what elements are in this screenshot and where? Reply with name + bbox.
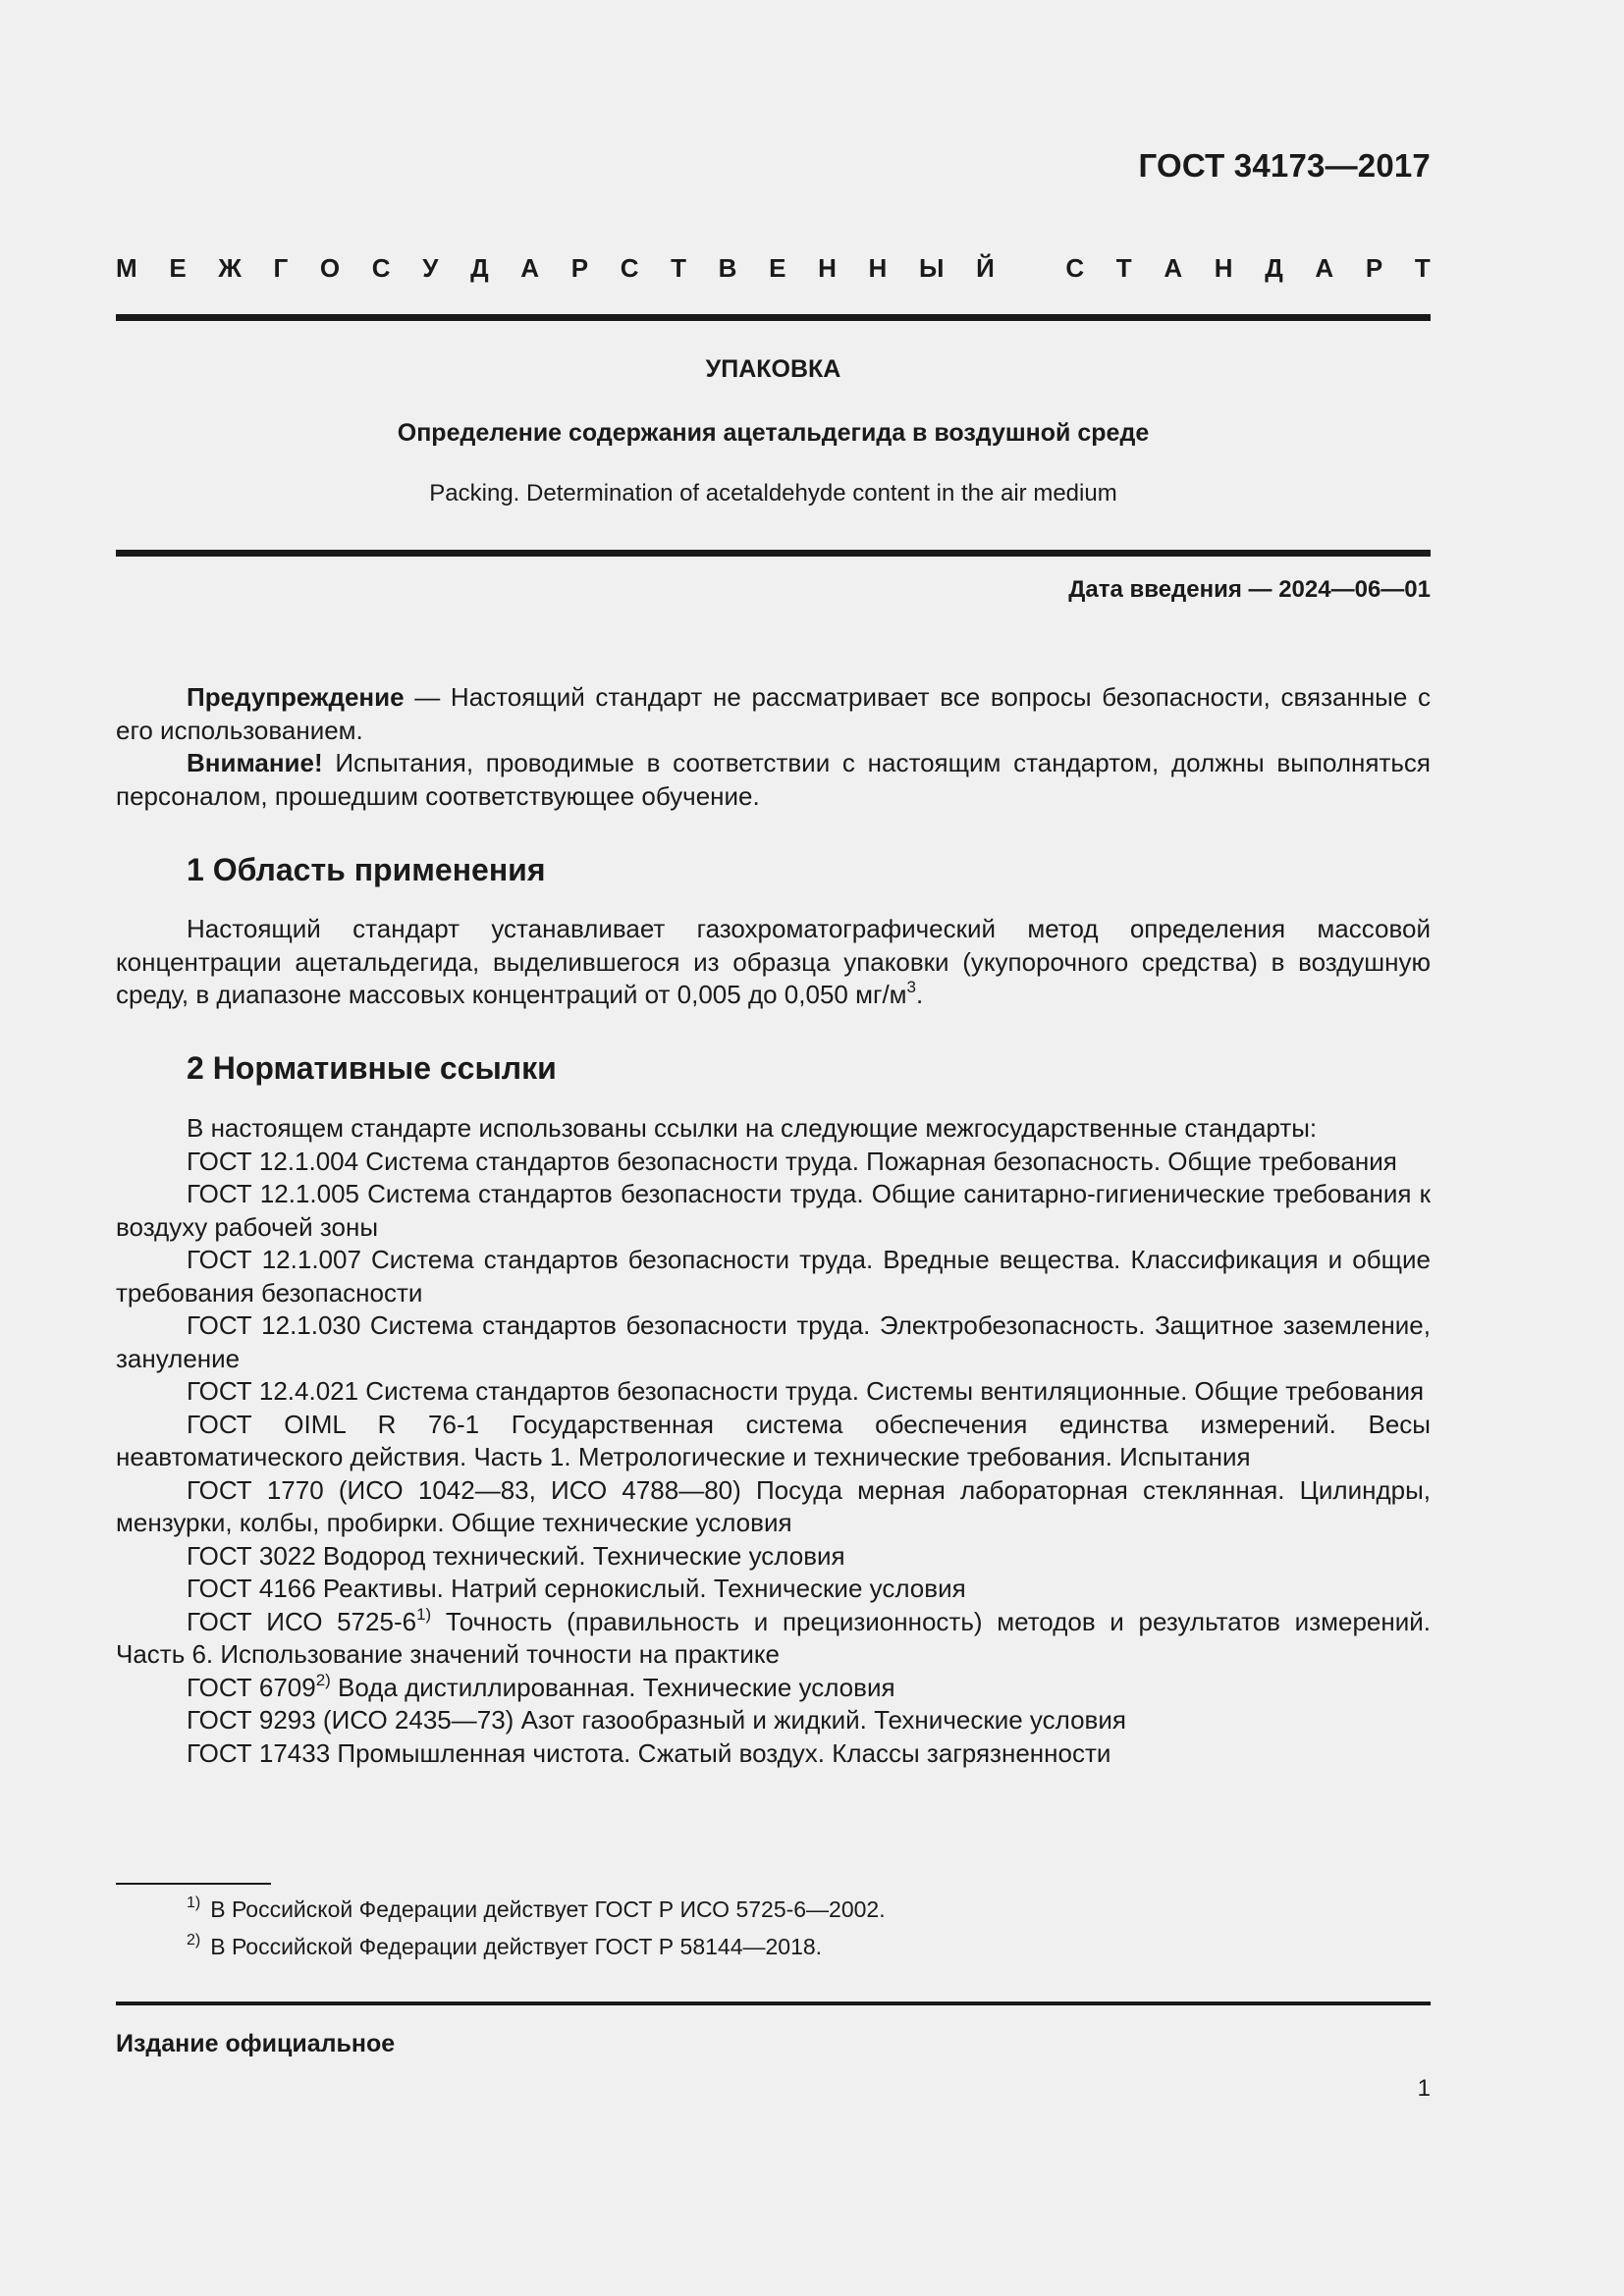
standard-type-letter: С: [371, 253, 391, 283]
attention-label: Внимание!: [187, 748, 323, 777]
title-main: УПАКОВКА: [705, 355, 841, 383]
reference-item: ГОСТ 3022 Водород технический. Технические условия: [187, 1540, 845, 1571]
section1-text-end: .: [916, 980, 924, 1009]
standard-type-letter: С: [620, 253, 639, 283]
standard-type-heading: [116, 253, 1431, 284]
warning-block: [116, 681, 1431, 813]
section2-intro: В настоящем стандарте использованы ссылки на следующие межгосударственные стандарты:: [187, 1113, 1318, 1143]
section1-paragraph: [116, 913, 1431, 1012]
attention-paragraph: [116, 747, 1431, 813]
reference-item: ГОСТ 12.1.007 Система стандартов безопасности труда. Вредные вещества. Классификация и общие требования безопасности: [116, 1245, 1431, 1308]
section1-text: Настоящий стандарт устанавливает газохроматографический метод определения массовой концентрации ацетальдегида, выделившегося из образца упаковки (укупорочного средства) в воздушную среду, в диапазоне массовых концентраций от 0,005 до 0,050 мг/м: [116, 914, 1431, 1009]
standard-type-letter: М: [116, 253, 137, 283]
footnotes: [187, 1891, 886, 1965]
section1-body: [116, 913, 1431, 1012]
page-number: 1: [1417, 2075, 1431, 2102]
reference-item: ГОСТ 12.4.021 Система стандартов безопасности труда. Системы вентиляционные. Общие требования: [187, 1376, 1425, 1406]
standard-type-letter: Т: [671, 253, 687, 283]
reference-item: [116, 1672, 1431, 1705]
edition-label: Издание официальное: [116, 2030, 396, 2057]
title-en: Packing. Determination of acetaldehyde content in the air medium: [429, 480, 1117, 507]
footnote-rule: [116, 1883, 271, 1885]
standard-type-letter: А: [1164, 253, 1183, 283]
footnote-item: [187, 1891, 886, 1928]
warning-label: Предупреждение: [187, 682, 405, 712]
standard-type-letter: [1026, 253, 1033, 284]
reference-item: ГОСТ OIML R 76-1 Государственная система обеспечения единства измерений. Весы неавтоматического действия. Часть 1. Метрологические и технические требования. Испытания: [116, 1409, 1431, 1471]
footnote-text: В Российской Федерации действует ГОСТ Р ИСО 5725-6—2002.: [210, 1896, 886, 1922]
standard-type-letter: А: [1315, 253, 1334, 283]
footnote-item: [187, 1928, 886, 1965]
standard-type-letter: У: [422, 253, 439, 283]
title-ru: Определение содержания ацетальдегида в воздушной среде: [397, 419, 1150, 447]
section1-sup: 3: [906, 978, 917, 996]
footnote-text: В Российской Федерации действует ГОСТ Р 58144—2018.: [210, 1934, 823, 1959]
footer-rule: [116, 2002, 1431, 2005]
reference-item: ГОСТ 1770 (ИСО 1042—83, ИСО 4788—80) Посуда мерная лабораторная стеклянная. Цилиндры, мензурки, колбы, пробирки. Общие технические условия: [116, 1474, 1431, 1537]
standard-type-letter: Ж: [218, 253, 242, 283]
footnote-mark: 1): [187, 1895, 201, 1911]
section1-heading: 1 Область применения: [187, 852, 546, 887]
reference-item: ГОСТ 12.1.005 Система стандартов безопасности труда. Общие санитарно-гигиенические требования к воздуху рабочей зоны: [116, 1179, 1431, 1242]
section2-body: [116, 1112, 1431, 1770]
reference-code: ГОСТ 6709: [187, 1672, 316, 1702]
reference-item: ГОСТ 12.1.030 Система стандартов безопасности труда. Электробезопасность. Защитное заземление, зануление: [116, 1310, 1431, 1373]
title-rule: [116, 550, 1431, 557]
standard-type-letter: Г: [273, 253, 289, 283]
standard-type-letter: Й: [976, 253, 995, 283]
standard-type-letter: Н: [1214, 253, 1233, 283]
standard-type-letter: С: [1065, 253, 1085, 283]
standard-type-letter: В: [718, 253, 737, 283]
standard-type-letter: Е: [769, 253, 786, 283]
standard-type-letter: Т: [1414, 253, 1431, 283]
reference-item: ГОСТ 12.1.004 Система стандартов безопасности труда. Пожарная безопасность. Общие требования: [187, 1146, 1397, 1176]
standard-type-letter: Т: [1115, 253, 1132, 283]
reference-item: ГОСТ 9293 (ИСО 2435—73) Азот газообразный и жидкий. Технические условия: [187, 1705, 1126, 1735]
gost-number: ГОСТ 34173—2017: [1138, 147, 1431, 184]
standard-type-letter: Н: [868, 253, 888, 283]
reference-title: Точность (правильность и прецизионность) методов и результатов измерений. Часть 6. Использование значений точности на практике: [116, 1606, 1431, 1669]
reference-code: ГОСТ ИСО 5725-6: [187, 1606, 417, 1636]
reference-title: Вода дистиллированная. Технические условия: [330, 1672, 895, 1702]
section2-heading: 2 Нормативные ссылки: [187, 1050, 557, 1086]
reference-item: [116, 1606, 1431, 1672]
footnote-mark: 2): [187, 1932, 201, 1949]
header-rule: [116, 314, 1431, 321]
standard-type-letter: Д: [470, 253, 489, 283]
attention-text: Испытания, проводимые в соответствии с настоящим стандартом, должны выполняться персоналом, прошедшим соответствующее обучение.: [116, 748, 1431, 811]
footnote-marker: 1): [416, 1604, 432, 1624]
reference-item: ГОСТ 17433 Промышленная чистота. Сжатый воздух. Классы загрязненности: [187, 1737, 1111, 1768]
footnote-marker: 2): [315, 1670, 331, 1689]
reference-item: ГОСТ 4166 Реактивы. Натрий сернокислый. Технические условия: [187, 1574, 966, 1603]
standard-type-letter: Н: [818, 253, 837, 283]
intro-date: Дата введения — 2024—06—01: [1068, 576, 1431, 603]
standard-type-letter: О: [319, 253, 341, 283]
standard-type-letter: Р: [1365, 253, 1383, 283]
standard-type-letter: Р: [570, 253, 589, 283]
standard-type-letter: Е: [169, 253, 187, 283]
standard-type-letter: Д: [1265, 253, 1283, 283]
standard-type-letter: Ы: [918, 253, 945, 283]
warning-text: — Настоящий стандарт не рассматривает все вопросы безопасности, связанные с его использованием.: [116, 682, 1431, 745]
warning-paragraph: [116, 681, 1431, 747]
standard-type-letter: А: [520, 253, 540, 283]
